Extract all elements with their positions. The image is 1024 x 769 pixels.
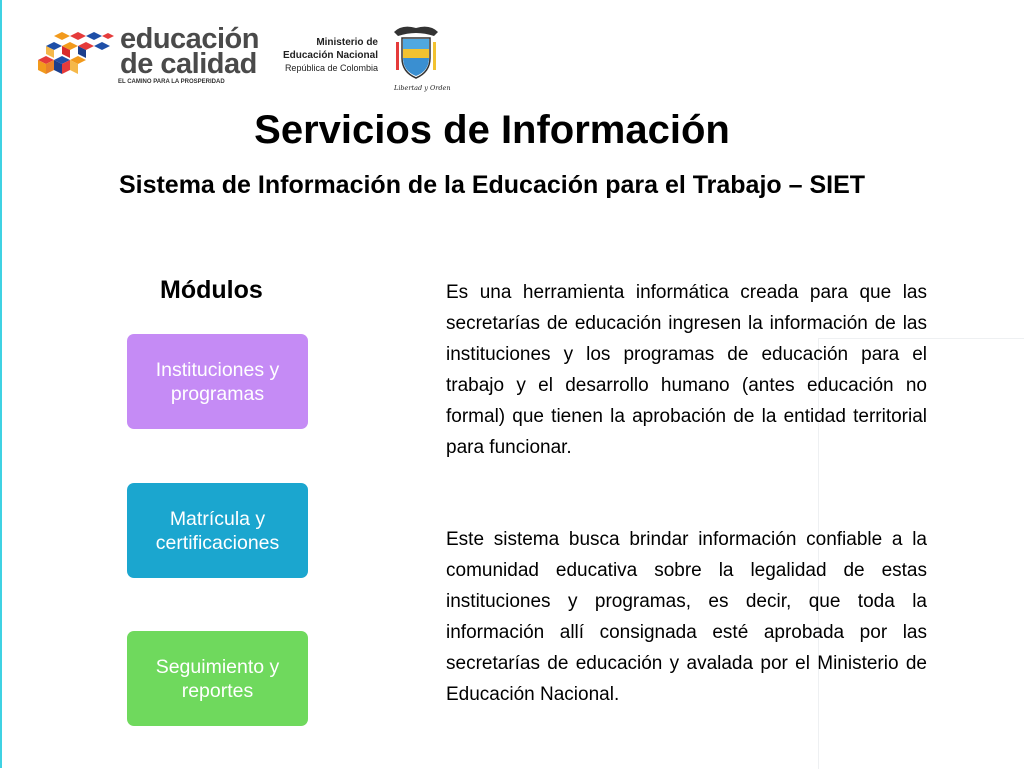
module-matricula-certificaciones[interactable]: [127, 483, 308, 578]
module-label: Seguimiento y reportes: [155, 655, 280, 702]
ministry-line2: Educación Nacional: [282, 50, 378, 61]
ministry-name: [283, 36, 378, 74]
ministry-line1: Ministerio de: [316, 37, 378, 48]
module-instituciones-programas[interactable]: [127, 334, 308, 429]
educacion-de-calidad-logo: [34, 24, 258, 88]
ministry-motto: Libertad y Orden: [394, 84, 451, 92]
coat-of-arms-icon: [388, 22, 444, 84]
logo-tagline: EL CAMINO PARA LA PROSPERIDAD: [118, 79, 225, 85]
module-label: Instituciones y programas: [155, 358, 280, 405]
modules-heading: Módulos: [160, 276, 263, 304]
logo-text-line2: de calidad: [120, 48, 257, 80]
slide-title: Servicios de Información: [254, 108, 730, 152]
cube-pattern-icon: [34, 30, 116, 82]
module-label: Matrícula y certificaciones: [155, 507, 280, 554]
slide-subtitle: Sistema de Información de la Educación para el Trabajo – SIET: [118, 171, 866, 199]
ministry-line3: República de Colombia: [284, 63, 378, 73]
description-paragraph-1: Es una herramienta informática creada para que las secretarías de educación ingresen la información de las instituciones y los programas de educación para el trabajo y el desarrollo humano (antes educación no formal) que tienen la aprobación de la entidad territorial para funcionar.: [446, 282, 927, 458]
ministry-logo: [282, 36, 452, 96]
description-paragraph-2: Este sistema busca brindar información confiable a la comunidad educativa sobre la legalidad de estas instituciones y programas, es decir, que toda la información allí consignada esté aprobada por las secretarías de educación y avalada por el Ministerio de Educación Nacional.: [446, 529, 927, 705]
logo-text-line1: educación: [120, 23, 259, 55]
module-seguimiento-reportes[interactable]: [127, 631, 308, 726]
